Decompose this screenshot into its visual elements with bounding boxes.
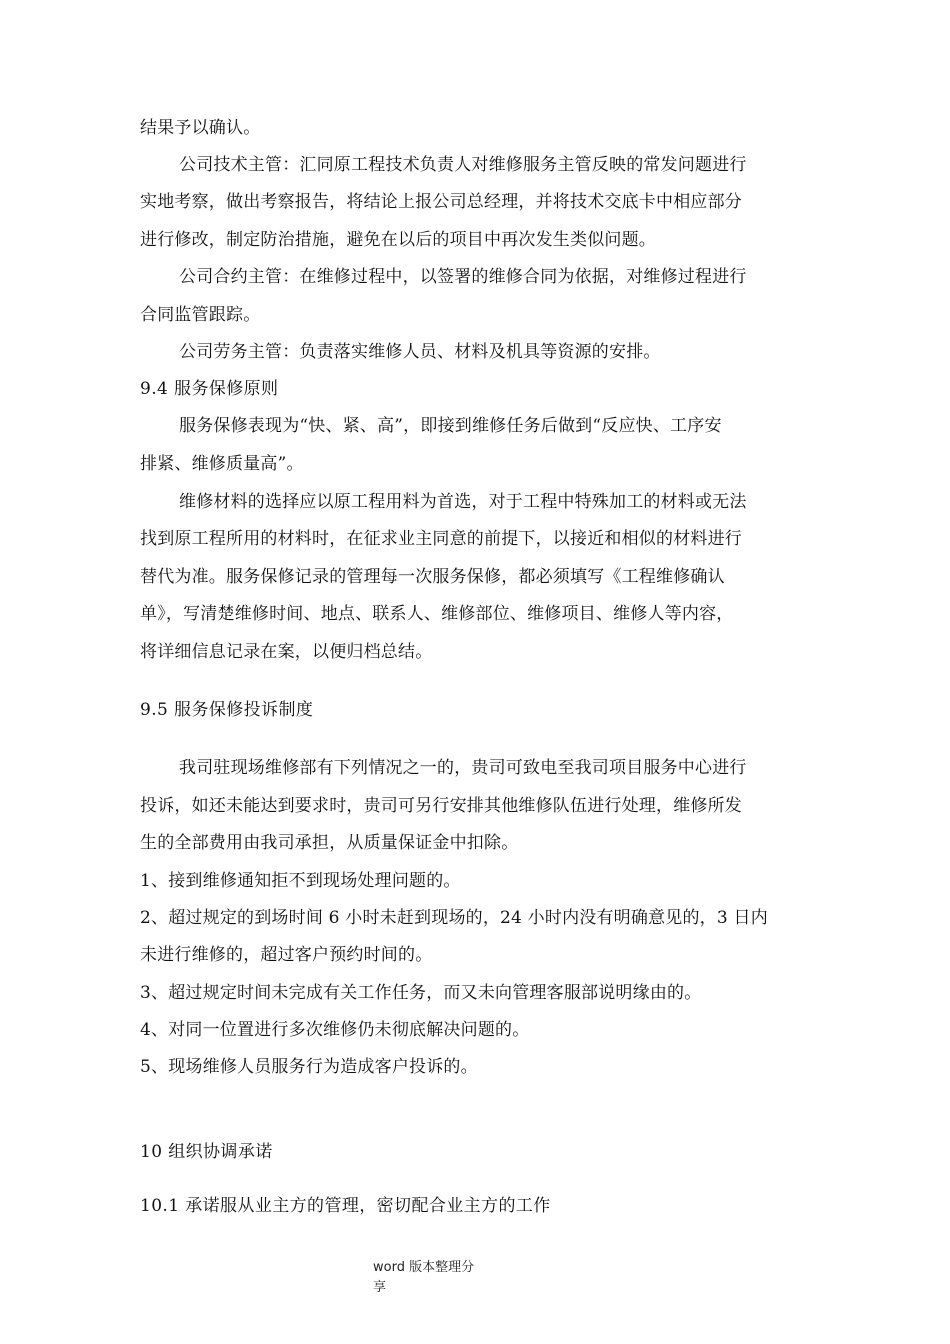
paragraph-line: 维修材料的选择应以原工程用料为首选，对于工程中特殊加工的材料或无法 [179,492,747,512]
list-item: 3、超过规定时间未完成有关工作任务，而又未向管理客服部说明缘由的。 [140,983,702,1003]
paragraph-line: 单》，写清楚维修时间、地点、联系人、维修部位、维修项目、维修人等内容， [140,604,734,624]
section-heading-9-5: 9.5 服务保修投诉制度 [140,700,314,720]
paragraph-line: 实地考察，做出考察报告，将结论上报公司总经理，并将技术交底卡中相应部分 [140,192,742,212]
section-heading-9-4: 9.4 服务保修原则 [140,379,279,399]
section-heading-10-1: 10.1 承诺服从业主方的管理，密切配合业主方的工作 [140,1196,551,1216]
paragraph-line: 替代为准。服务保修记录的管理每一次服务保修，都必须填写《工程维修确认 [140,567,725,587]
paragraph-line: 排紧、维修质量高”。 [140,454,304,474]
paragraph-line: 公司技术主管：汇同原工程技术负责人对维修服务主管反映的常发问题进行 [179,155,747,175]
paragraph-line: 公司劳务主管：负责落实维修人员、材料及机具等资源的安排。 [179,342,661,362]
section-heading-10: 10 组织协调承诺 [140,1142,273,1162]
paragraph-line: 将详细信息记录在案，以便归档总结。 [140,642,433,662]
paragraph-line: 生的全部费用由我司承担，从质量保证金中扣除。 [140,833,519,853]
paragraph-line: 找到原工程所用的材料时，在征求业主同意的前提下，以接近和相似的材料进行 [140,529,742,549]
paragraph-line: 我司驻现场维修部有下列情况之一的，贵司可致电至我司项目服务中心进行 [179,758,747,778]
list-item: 4、对同一位置进行多次维修仍未彻底解决问题的。 [140,1020,530,1040]
page-footer: word 版本整理分享 [373,1260,475,1295]
list-item: 2、超过规定的到场时间 6 小时未赶到现场的，24 小时内没有明确意见的，3 日内 [140,908,768,928]
paragraph-line: 结果予以确认。 [140,118,261,138]
paragraph-line: 进行修改，制定防治措施，避免在以后的项目中再次发生类似问题。 [140,230,656,250]
list-item-continued: 未进行维修的，超过客户预约时间的。 [140,945,433,965]
paragraph-line: 服务保修表现为“快、紧、高”，即接到维修任务后做到“反应快、工序安 [179,416,722,436]
paragraph-line: 公司合约主管：在维修过程中，以签署的维修合同为依据，对维修过程进行 [179,267,747,287]
paragraph-line: 合同监管跟踪。 [140,305,261,325]
list-item: 5、现场维修人员服务行为造成客户投诉的。 [140,1057,478,1077]
list-item: 1、接到维修通知拒不到现场处理问题的。 [140,871,461,891]
paragraph-line: 投诉，如还未能达到要求时，贵司可另行安排其他维修队伍进行处理，维修所发 [140,796,742,816]
